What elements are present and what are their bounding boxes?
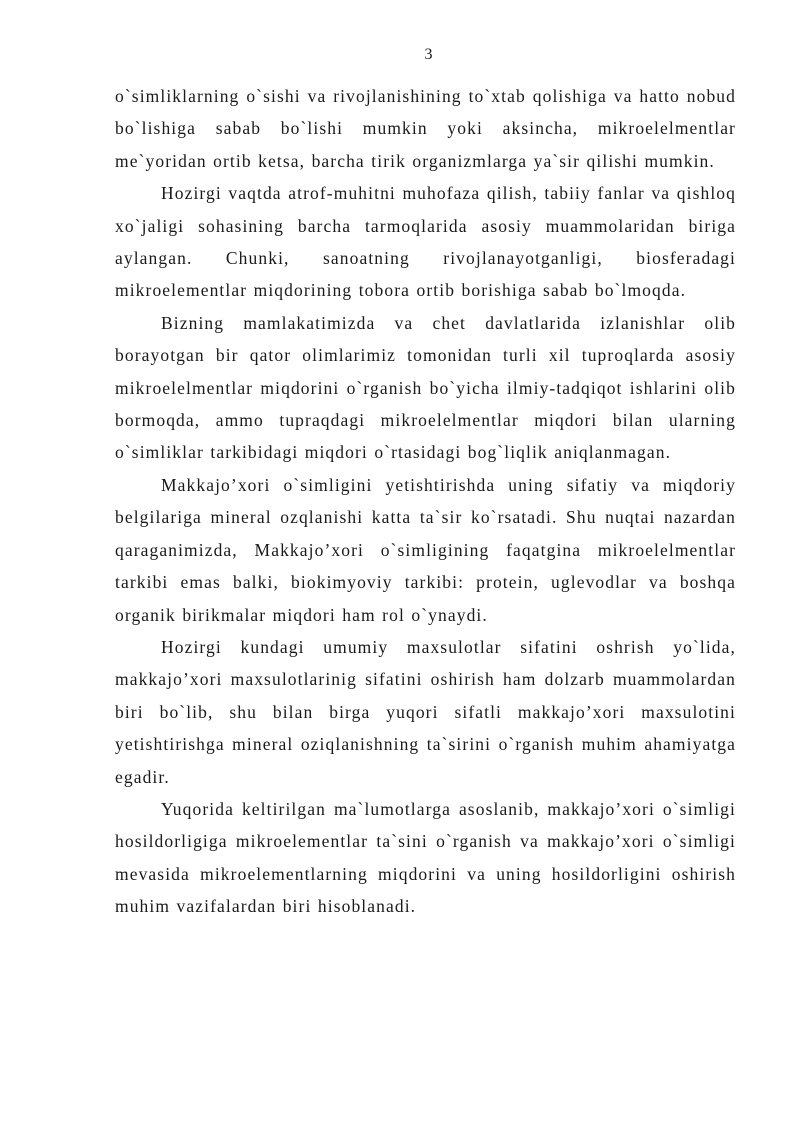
document-body: [115, 80, 736, 923]
paragraph-2: Hozirgi vaqtda atrof-muhitni muhofaza qilish, tabiiy fanlar va qishloq xo`jaligi sohasining barcha tarmoqlarida asosiy muammolaridan biriga aylangan. Chunki, sanoatning rivojlanayotganligi, biosferadagi mikroelementlar miqdorining tobora ortib borishiga sabab bo`lmoqda.: [115, 183, 736, 301]
paragraph-4: Makkajo’xori o`simligini yetishtirishda uning sifatiy va miqdoriy belgilariga mineral ozqlanishi katta ta`sir ko`rsatadi. Shu nuqtai nazardan qaraganimizda, Makkajo’xori o`simligining faqatgina mikroelelmentlar tarkibi emas balki, biokimyoviy tarkibi: protein, uglevodlar va boshqa organik birikmalar miqdori ham rol o`ynaydi.: [115, 474, 736, 625]
paragraph-1: o`simliklarning o`sishi va rivojlanishining to`xtab qolishiga va hatto nobud bo`lishiga sabab bo`lishi mumkin yoki aksincha, mikroelelmentlar me`yoridan ortib ketsa, barcha tirik organizmlarga ya`sir qilishi mumkin.: [115, 86, 736, 171]
paragraph-3: Bizning mamlakatimizda va chet davlatlarida izlanishlar olib borayotgan bir qator olimlarimiz tomonidan turli xil tuproqlarda asosiy mikroelelmentlar miqdorini o`rganish bo`yicha ilmiy-tadqiqot ishlarini olib bormoqda, ammo tupraqdagi mikroelelmentlar miqdori bilan ularning o`simliklar tarkibidagi miqdori o`rtasidagi bog`liqlik aniqlanmagan.: [115, 312, 736, 463]
paragraph-6: Yuqorida keltirilgan ma`lumotlarga asoslanib, makkajo’xori o`simligi hosildorligiga mikroelementlar ta`sini o`rganish va makkajo’xori o`simligi mevasida mikroelementlarning miqdorini va uning hosildorligini oshirish muhim vazifalardan biri hisoblanadi.: [115, 798, 736, 917]
paragraph-5: Hozirgi kundagi umumiy maxsulotlar sifatini oshrish yo`lida, makkajo’xori maxsulotlarinig sifatini oshirish ham dolzarb muammolardan biri bo`lib, shu bilan birga yuqori sifatli makkajo’xori maxsulotini yetishtirishga mineral oziqlanishning ta`sirini o`rganish muhim ahamiyatga egadir.: [115, 636, 736, 787]
page-number: 3: [424, 46, 434, 63]
